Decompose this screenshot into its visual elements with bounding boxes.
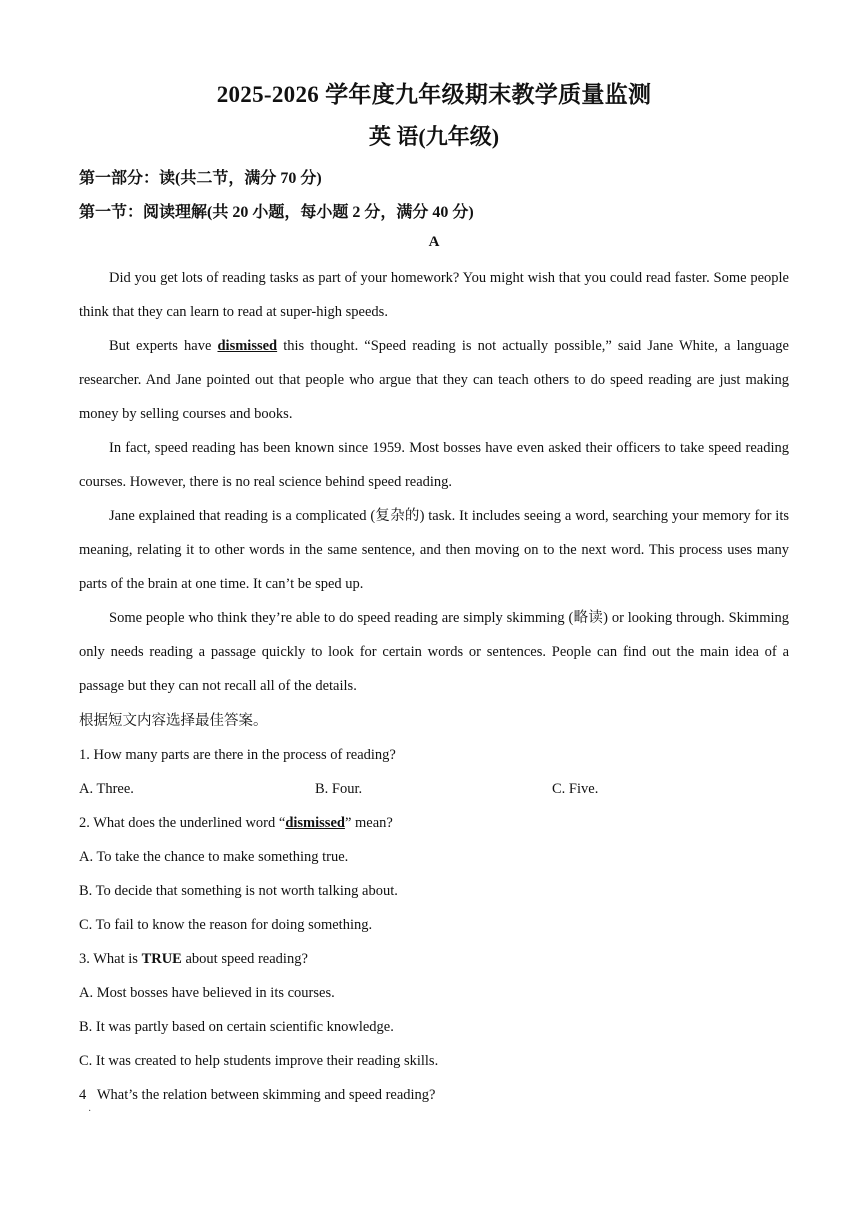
paragraph-2-text-end: this thought. “Speed reading is not actually possible,” said Jane White, a language researcher. And Jane pointed out that people who argue that they can teach others to do speed reading are just making money by selling courses and books.	[79, 338, 789, 422]
exam-subtitle: 英 语(九年级)	[368, 124, 500, 149]
question-3-option-a: A. Most bosses have believed in its courses.	[79, 985, 335, 1001]
question-2-stem	[79, 813, 393, 833]
question-2-option-b: B. To decide that something is not worth talking about.	[79, 883, 398, 899]
question-2-keyword: dismissed	[285, 815, 345, 831]
question-2-stem-end: ” mean?	[344, 815, 393, 831]
question-1-option-b: B. Four.	[315, 781, 363, 797]
question-3-stem	[79, 949, 308, 969]
paragraph-2-text-start: But experts have	[109, 338, 218, 354]
passage-paragraph-4: Jane explained that reading is a complicated (复杂的) task. It includes seeing a word, searching your memory for its meaning, relating it to other words in the same sentence, and then moving on to the next word. This process uses many parts of the brain at one time. It can’t be sped up.	[79, 508, 789, 592]
question-3-keyword: TRUE	[141, 951, 182, 967]
passage-paragraph-3: In fact, speed reading has been known since 1959. Most bosses have even asked their officers to take speed reading courses. However, there is no real science behind speed reading.	[79, 440, 789, 490]
question-1-option-a: A. Three.	[79, 781, 134, 797]
question-3-option-c: C. It was created to help students improve their reading skills.	[79, 1053, 439, 1069]
underlined-keyword: dismissed	[217, 338, 278, 354]
exam-title: 2025-2026 学年度九年级期末教学质量监测	[216, 82, 652, 107]
question-1-option-c: C. Five.	[552, 781, 599, 797]
question-2-stem-start: 2. What does the underlined word “	[79, 815, 286, 831]
scan-mark: ·	[88, 1106, 92, 1117]
question-2-option-a: A. To take the chance to make something true.	[79, 849, 349, 865]
question-2-option-c: C. To fail to know the reason for doing something.	[79, 917, 373, 933]
question-3-stem-end: about speed reading?	[181, 951, 308, 967]
section-heading: 第一节：阅读理解(共 20 小题，每小题 2 分，满分 40 分)	[79, 204, 474, 221]
part-heading: 第一部分：读(共二节，满分 70 分)	[79, 170, 322, 187]
passage-paragraph-2	[79, 329, 789, 431]
question-3-option-b: B. It was partly based on certain scientific knowledge.	[79, 1019, 394, 1035]
passage-paragraph-1: Did you get lots of reading tasks as part of your homework? You might wish that you could read faster. Some people think that they can learn to read at super-high speeds.	[79, 270, 789, 320]
passage-paragraph-5: Some people who think they’re able to do speed reading are simply skimming (略读) or looking through. Skimming only needs reading a passage quickly to look for certain words or sentences. People can find out the main idea of a passage but they can not recall all of the details.	[79, 610, 789, 694]
question-4-stem: 4 What’s the relation between skimming and speed reading?	[79, 1087, 436, 1103]
question-1-stem: 1. How many parts are there in the process of reading?	[79, 747, 396, 763]
instruction-text: 根据短文内容选择最佳答案。	[79, 713, 268, 729]
question-3-stem-start: 3. What is	[79, 951, 142, 967]
passage-label: A	[428, 234, 440, 250]
